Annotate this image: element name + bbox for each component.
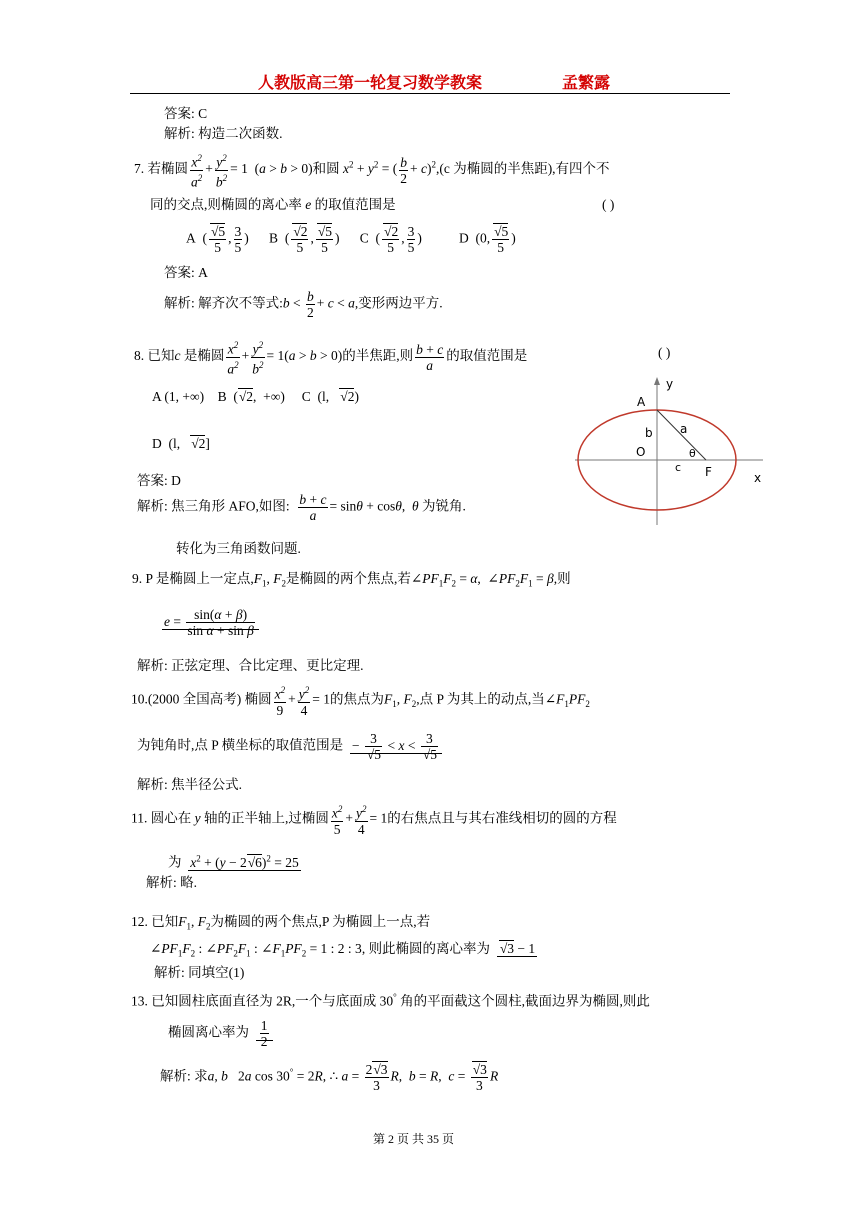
label-c: c — [675, 461, 682, 474]
label-o: O — [636, 445, 646, 459]
q9-analysis: 解析: 正弦定理、合比定理、更比定理. — [137, 658, 364, 673]
label-x: x — [754, 471, 762, 485]
q12-analysis: 解析: 同填空(1) — [154, 965, 245, 980]
q11-analysis: 解析: 略. — [146, 875, 198, 890]
q9-answer: e = $\frac{\sin(\alpha + \beta)}{\text{sin α + sin β}}$ — [162, 607, 259, 638]
q8-options-row1: A (1, +∞) B (√2, +∞) C (l, √2) — [152, 389, 359, 404]
page-footer: 第 2 页 共 35 页 — [373, 1132, 455, 1146]
q13-analysis: 解析: 求a, b 2a cos 30° = 2R, ∴ a = $\frac{2√3}{3}$ R, b = R, c = $\frac{√3}{3}$ R — [160, 1062, 499, 1093]
page-header-author: 孟繁露 — [562, 73, 611, 92]
q8-analysis-2: 转化为三角函数问题. — [176, 541, 301, 556]
label-a: a — [680, 422, 688, 436]
q10-analysis: 解析: 焦半径公式. — [137, 777, 243, 792]
q6-analysis: 解析: 构造二次函数. — [164, 126, 283, 141]
q8-analysis: 解析: 焦三角形 AFO,如图: $\frac{b + c}{a}$ = sinθ + cosθ, θ 为锐角. — [137, 492, 466, 523]
label-theta: θ — [689, 447, 696, 460]
q7-analysis: 解析: 解齐次不等式:b < $\frac{b}{2}$ + c < a,变形两边平方. — [164, 289, 443, 320]
q11-answer: 为 $x^2 + (y - 2√6)^2 = 25$ — [168, 853, 299, 870]
q8-stem: 8. 已知c 是椭圆 $\frac{x^2}{a^2}$ + $\frac{y^2}{b^2}$ = 1(a > b > 0)的半焦距,则 $\frac{b + c}{a}$ 的取值范围是 — [134, 340, 528, 376]
q8-answer: 答案: D — [137, 473, 181, 488]
q12-stem-line2: $\angle PF_1F_2$ : $\angle PF_2F_1$ : $\angle F_1PF_2 = 1$ : 2 : 3, 则此椭圆的离心率为 √3 − 1 — [150, 941, 536, 959]
label-y: y — [666, 377, 674, 391]
label-a-point: A — [637, 395, 646, 409]
q13-stem: 13. 已知圆柱底面直径为 2R,一个与底面成 30° 角的平面截这个圆柱,截面边界为椭圆,则此 — [131, 992, 650, 1009]
q10-stem-line2: 为钝角时,点 P 横坐标的取值范围是 − $\frac{3}{√5}$ < x < $\frac{3}{√5}$ — [137, 731, 442, 762]
q8-option-d: D (l, √2] — [152, 436, 210, 451]
q6-answer: 答案: C — [164, 106, 208, 121]
q10-stem: 10.(2000 全国高考) 椭圆 $\frac{x^2}{9}$ + $\frac{y^2}{4}$ = 1的焦点为$F_1$, $F_2$,点 P 为其上的动点,当$\angle F_1PF_2$ — [131, 685, 590, 718]
q7-stem-line2: 同的交点,则椭圆的离心率 e 的取值范围是 — [150, 197, 396, 212]
q7-answer: 答案: A — [164, 265, 208, 280]
label-b: b — [645, 426, 653, 440]
header-rule — [130, 93, 730, 94]
ellipse-figure — [570, 375, 770, 530]
q13-stem-line2: 椭圆离心率为 $\frac{1}{2}$ — [168, 1018, 273, 1049]
q9-stem: 9. P 是椭圆上一定点$,F_1$, $F_2$是椭圆的两个焦点,若$\angle PF_1F_2 = \alpha$, $\angle PF_2F_1 = \beta$,则 — [132, 571, 571, 589]
q12-stem: 12. 已知$F_1$, $F_2$为椭圆的两个焦点,P 为椭圆上一点,若 — [131, 914, 431, 932]
q7-answer-paren: ( ) — [602, 197, 615, 212]
q11-stem: 11. 圆心在 y 轴的正半轴上,过椭圆 $\frac{x^2}{5}$ + $\frac{y^2}{4}$ = 1的右焦点且与其右准线相切的圆的方程 — [131, 804, 617, 837]
label-f: F — [705, 465, 712, 479]
q8-answer-paren: ( ) — [658, 345, 671, 360]
q7-stem-line1: 7. 若椭圆 $\frac{x^2}{a^2}$ + $\frac{y^2}{b^2}$ = 1 (a > b > 0)和圆 $x^2 + y^2$ = ( $\frac{b}{2}$ + c)$^2$,(c 为椭圆的半焦距),有四个不 — [134, 153, 610, 189]
page-header-title: 人教版高三第一轮复习数学教案 — [258, 73, 483, 92]
q7-options: A ( $\frac{√5}{5}$ , $\frac{3}{5}$ ) B ( $\frac{√2}{5}$ , $\frac{√5}{5}$ ) C ( $\frac{√2}{5}$ , $\frac{3}{5}$ ) D (0, $\frac{√5}{5}$ ) — [186, 224, 516, 255]
